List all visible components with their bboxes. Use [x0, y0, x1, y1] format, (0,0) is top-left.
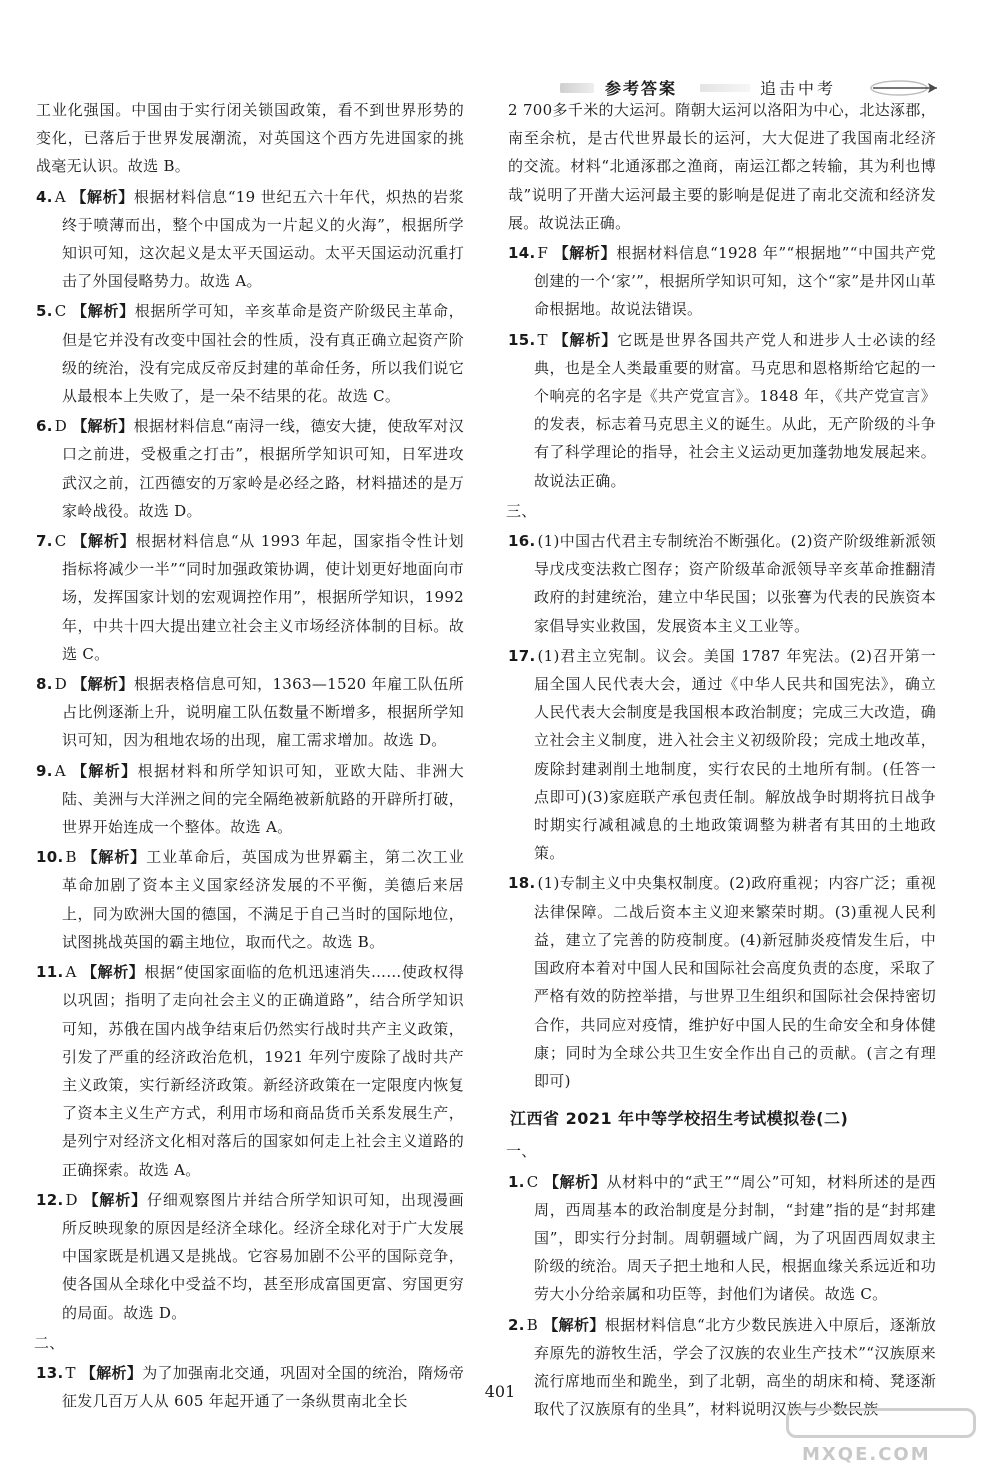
question-number: 11. [36, 963, 64, 982]
header-decoration [560, 83, 594, 93]
answer-text: 根据材料信息“北方少数民族进入中原后，逐渐放弃原先的游牧生活，学会了汉族的农业生产技术”“汉族原来流行席地而坐和跪坐，到了北朝，高坐的胡床和椅、凳逐渐取代了汉族原有的坐具”，材料说明汉族与少数民族 [534, 1315, 937, 1419]
answer-text: 仔细观察图片并结合所学知识可知，出现漫画所反映现象的原因是经济全球化。经济全球化对于广大发展中国家既是机遇又是挑战。它容易加剧不公平的国际竞争，使各国从全球化中受益不均，甚至形成富国更富、穷国更穷的局面。故选 D。 [62, 1190, 464, 1322]
answer-item [36, 958, 464, 1184]
answer-text: 根据材料和所学知识可知，亚欧大陆、非洲大陆、美洲与大洋洲之间的完全隔绝被新航路的开辟所打破，世界开始连成一个整体。故选 A。 [62, 761, 464, 837]
section-marker: 二、 [34, 1333, 65, 1352]
question-number: 2. [508, 1315, 525, 1334]
answer-item [36, 297, 464, 410]
answer-text: 根据材料信息“从 1993 年起，国家指令性计划指标将减少一半”“同时加强政策协调，使计划更好地面向市场，发挥国家计划的宏观调控作用”，根据所学知识，1992 年，中共十四大提出建立社会主义市场经济体制的目标。故选 C。 [62, 532, 464, 663]
answer-choice: D [54, 417, 68, 436]
answer-item [36, 183, 464, 296]
answer-text: 为了加强南北交通，巩固对全国的统治，隋炀帝征发几百万人从 605 年起开通了一条纵贯南北全长 [62, 1363, 464, 1411]
analysis-tag: 【解析】 [82, 848, 147, 867]
answer-item [36, 843, 464, 956]
answer-item [36, 757, 464, 842]
section-marker: 一、 [506, 1142, 537, 1161]
analysis-tag: 【解析】 [72, 675, 134, 694]
question-number: 13. [36, 1363, 64, 1382]
analysis-tag: 【解析】 [71, 187, 134, 206]
answer-text: 根据“使国家面临的危机迅速消失……使政权得以巩固；指明了走向社会主义的正确道路”，结合所学知识可知，苏俄在国内战争结束后仍然实行战时共产主义政策，引发了严重的经济政治危机，1921 年列宁废除了战时共产主义政策，实行新经济政策。新经济政策在一定限度内恢复了资本主义生产方式，利用市场和商品货币关系发展生产，是列宁对经济文化相对落后的国家如何走上社会主义道路的正确探索。故选 A。 [62, 963, 464, 1179]
answer-choice: A [65, 963, 77, 982]
analysis-tag: 【解析】 [543, 1315, 605, 1334]
header-reference-answers: 参考答案 [605, 79, 678, 98]
answer-choice: B [65, 848, 77, 867]
left-column [36, 96, 464, 1417]
question-number: 7. [36, 532, 53, 551]
answer-choice: T [537, 330, 548, 349]
question-number: 17. [508, 646, 536, 665]
answer-text: 从材料中的“武王”“周公”可知，材料所述的是西周，西周基本的政治制度是分封制，“封建”指的是“封邦建国”，即实行分封制。周朝疆域广阔，为了巩固西周奴隶主阶级的统治。周天子把土地和人民，根据血缘关系远近和功劳大小分给亲属和功臣等，封他们为诸侯。故选 C。 [534, 1172, 936, 1304]
continued-text: 2 700多千米的大运河。隋朝大运河以洛阳为中心，北达涿郡，南至余杭，是古代世界最长的运河，大大促进了我国南北经济的交流。材料“北通涿郡之渔商，南运江都之转输，其为利也博哉”说明了开凿大运河最主要的影响是促进了南北交流和经济发展。故说法正确。 [508, 101, 936, 232]
answer-text: 根据所学可知，辛亥革命是资产阶级民主革命，但是它并没有改变中国社会的性质，没有真正确立起资产阶级的统治，没有完成反帝反封建的革命任务，所以我们说它从最根本上失败了，是一朵不结果的花。故选 C。 [62, 302, 464, 406]
answer-item [36, 1186, 464, 1327]
header-arrow-icon [865, 78, 945, 98]
page-number: 401 [484, 1382, 516, 1401]
question-number: 12. [36, 1190, 64, 1209]
answer-choice: F [537, 244, 549, 263]
question-number: 18. [508, 874, 536, 893]
answer-text: 工业革命后，英国成为世界霸主，第二次工业革命加剧了资本主义国家经济发展的不平衡，美德后来居上，同为欧洲大国的德国，不满足于自己当时的国际地位，试图挑战英国的霸主地位，取而代之。故选 B。 [62, 848, 464, 951]
answer-text: (1)中国古代君主专制统治不断强化。(2)资产阶级维新派领导戊戌变法救亡图存；资产阶级革命派领导辛亥革命推翻清政府的封建统治，建立中华民国；以张謇为代表的民族资本家倡导实业救国，发展资本主义工业等。 [534, 532, 936, 635]
answer-item [508, 239, 936, 324]
analysis-tag: 【解析】 [553, 244, 617, 263]
analysis-tag: 【解析】 [72, 761, 138, 780]
analysis-tag: 【解析】 [72, 302, 135, 321]
answer-text: 根据材料信息“南浔一线，德安大捷，使敌军对汉口之前进，受极重之打击”，根据所学知识可知，日军进攻武汉之前，江西德安的万家岭是必经之路，材料描述的是万家岭战役。故选 D。 [62, 417, 464, 520]
answer-text: 根据材料信息“19 世纪五六十年代，炽热的岩浆终于喷薄而出，整个中国成为一片起义的火海”，根据所学知识可知，这次起义是太平天国运动。太平天国运动沉重打击了外国侵略势力。故选 A。 [62, 187, 464, 291]
analysis-tag: 【解析】 [72, 532, 136, 551]
answer-text: 根据表格信息可知，1363—1520 年雇工队伍所占比例逐渐上升，说明雇工队伍数量不断增多，根据所学知识可知，因为租地农场的出现，雇工需求增加。故选 D。 [62, 675, 464, 750]
answer-choice: D [65, 1190, 78, 1209]
header-divider [700, 84, 750, 92]
answer-text: (1)专制主义中央集权制度。(2)政府重视；内容广泛；重视法律保障。二战后资本主义迎来繁荣时期。(3)重视人民利益，建立了完善的防疫制度。(4)新冠肺炎疫情发生后，中国政府本着对中国人民和国际社会高度负责的态度，采取了严格有效的防控举措，与世界卫生组织和国际社会保持密切合作，共同应对疫情，维护好中国人民的生命安全和身体健康；同时为全球公共卫生安全作出自己的贡献。(言之有理即可) [534, 874, 936, 1090]
answer-item [36, 670, 464, 755]
answer-item [36, 527, 464, 668]
answer-choice: B [526, 1315, 539, 1334]
right-column [508, 96, 936, 1425]
answer-choice: C [54, 532, 67, 551]
answer-item [508, 527, 936, 640]
question-number: 9. [36, 761, 53, 780]
analysis-tag: 【解析】 [83, 1190, 147, 1209]
question-number: 5. [36, 302, 53, 321]
answer-text: 根据材料信息“1928 年”“根据地”“中国共产党创建的一个‘家’”，根据所学知识可知，这个“家”是井冈山革命根据地。故说法错误。 [534, 244, 936, 319]
watermark-stamp [786, 1408, 976, 1438]
continued-text: 工业化强国。中国由于实行闭关锁国政策，看不到世界形势的变化，已落后于世界发展潮流，对英国这个西方先进国家的挑战毫无认识。故选 B。 [36, 101, 464, 176]
question-number: 14. [508, 244, 536, 263]
question-number: 8. [36, 675, 53, 694]
exam-title: 江西省 2021 年中等学校招生考试模拟卷(二) [510, 1109, 849, 1129]
analysis-tag: 【解析】 [72, 417, 134, 436]
analysis-tag: 【解析】 [80, 1363, 143, 1382]
answer-item [508, 1168, 936, 1309]
question-number: 1. [508, 1172, 525, 1191]
watermark-domain: MXQE.COM [802, 1444, 931, 1465]
answer-choice: D [54, 675, 68, 694]
answer-choice: A [54, 187, 66, 206]
answer-item [508, 326, 936, 495]
header-series-title: 追击中考 [760, 79, 837, 98]
answer-choice: A [54, 761, 66, 780]
answer-text: (1)君主立宪制。议会。美国 1787 年宪法。(2)召开第一届全国人民代表大会，通过《中华人民共和国宪法》，确立人民代表大会制度是我国根本政治制度；完成三大改造，确立社会主义制度，进入社会主义初级阶段；完成土地改革，废除封建剥削土地制度，实行农民的土地所有制。(任答一点即可)(3)家庭联产承包责任制。解放战争时期将抗日战争时期实行减租减息的土地政策调整为耕者有其田的土地政策。 [534, 646, 936, 863]
question-number: 6. [36, 417, 53, 436]
answer-choice: C [526, 1172, 539, 1191]
section-marker: 三、 [506, 501, 537, 520]
answer-item [508, 642, 936, 868]
question-number: 10. [36, 848, 64, 867]
watermark-logo [786, 1408, 976, 1468]
answer-choice: T [65, 1363, 76, 1382]
answer-item [508, 869, 936, 1095]
answer-item [36, 412, 464, 525]
question-number: 15. [508, 330, 536, 349]
answer-choice: C [54, 302, 67, 321]
analysis-tag: 【解析】 [553, 330, 618, 349]
question-number: 4. [36, 187, 53, 206]
answer-text: 它既是世界各国共产党人和进步人士必读的经典，也是全人类最重要的财富。马克思和恩格斯给它起的一个响亮的名字是《共产党宣言》。1848 年，《共产党宣言》的发表，标志着马克思主义的诞生。从此，无产阶级的斗争有了科学理论的指导，社会主义运动更加蓬勃地发展起来。故说法正确。 [534, 330, 936, 490]
answer-item [36, 1359, 464, 1415]
question-number: 16. [508, 532, 536, 551]
analysis-tag: 【解析】 [82, 963, 145, 982]
analysis-tag: 【解析】 [543, 1172, 607, 1191]
answer-item [508, 1311, 936, 1424]
